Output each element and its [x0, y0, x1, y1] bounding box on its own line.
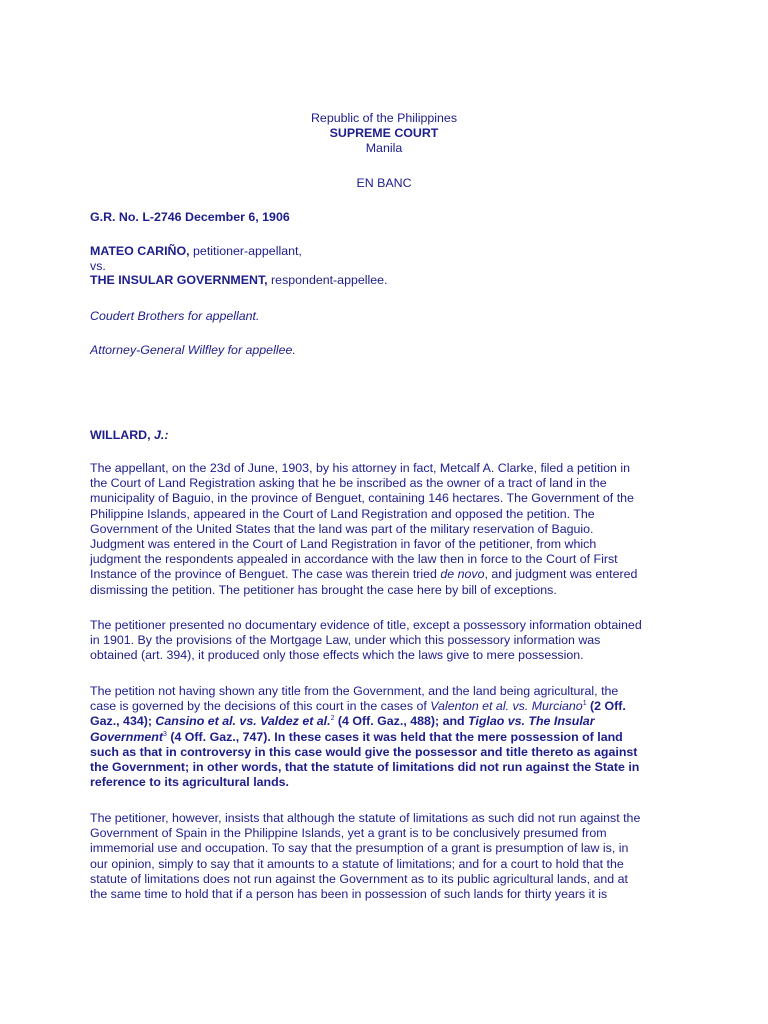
paragraph-line: The petitioner, however, insists that although the statute of limitations as such did not run against the [90, 811, 641, 825]
paragraph-line: municipality of Baguio, in the province of Benguet, containing 146 hectares. The Government of the [90, 491, 634, 506]
de-novo-term: de novo [440, 567, 485, 582]
case-citation: Valenton et al. vs. Murciano [430, 699, 583, 714]
petitioner-role: petitioner-appellant, [189, 244, 302, 258]
counsel-appellant: Coudert Brothers for appellant. [90, 309, 260, 323]
paragraph-line [90, 730, 682, 745]
versus-line: vs. [90, 259, 106, 273]
republic-line: Republic of the Philippines [310, 111, 458, 125]
paragraph-line: our opinion, simply to say that it amounts to a statute of limitations; and for a court to hold that the [90, 856, 624, 871]
respondent-role: respondent-appellee. [267, 273, 388, 287]
paragraph-line [90, 714, 682, 729]
paragraph-line: dismissing the petition. The petitioner has brought the case here by bill of exceptions. [90, 582, 557, 597]
ponente-name: WILLARD, [90, 428, 155, 442]
paragraph-line: immemorial use and occupation. To say that the presumption of a grant is presumption of law is, in [90, 841, 629, 856]
line-text: , and judgment was entered [484, 567, 638, 582]
opinion-paragraph-1 [90, 461, 682, 598]
citation-text: (4 Off. Gaz., 747). In these cases it was held that the mere possession of land [166, 729, 623, 744]
division-label: EN BANC [356, 176, 412, 190]
paragraph-line: obtained (art. 394), it produced only those effects which the laws give to mere possession. [90, 648, 584, 663]
counsel-appellee: Attorney-General Wilfley for appellee. [90, 343, 296, 357]
line-text: Instance of the province of Benguet. The case was therein tried [90, 567, 441, 582]
citation-text: (2 Off. [586, 699, 626, 714]
paragraph-line: The petitioner presented no documentary evidence of title, except a possessory information obtained [90, 618, 642, 632]
citation-text: (4 Off. Gaz., 488); and [334, 714, 469, 729]
opinion-paragraph-2 [90, 618, 682, 664]
paragraph-line: statute of limitations does not run against the Government as to its public agricultural lands, and at [90, 871, 628, 886]
paragraph-line [90, 567, 682, 582]
court-header [0, 111, 768, 156]
respondent-name: THE INSULAR GOVERNMENT, [90, 273, 268, 287]
opinion-paragraph-3 [90, 684, 682, 790]
petitioner-line [90, 244, 682, 260]
paragraph-line [90, 699, 682, 714]
paragraph-line: in 1901. By the provisions of the Mortgage Law, under which this possessory information was [90, 633, 601, 648]
paragraph-line: Judgment was entered in the Court of Land Registration in favor of the petitioner, from which [90, 536, 597, 551]
case-citation: Tiglao vs. The Insular [468, 714, 595, 729]
ponente-title: J.: [154, 428, 169, 442]
parties-block [90, 244, 682, 289]
case-citation: Cansino et al. vs. Valdez et al. [155, 714, 331, 729]
petitioner-name: MATEO CARIÑO, [90, 244, 190, 258]
footnote-ref[interactable]: 1 [582, 700, 587, 708]
division-block [0, 176, 768, 191]
paragraph-line: the Government; in other words, that the statute of limitations did not run against the State in [90, 759, 640, 774]
paragraph-line: Government of the United States that the land was part of the military reservation of Baguio. [90, 521, 594, 536]
paragraph-line: the Court of Land Registration asking that he be inscribed as the owner of a tract of land in the [90, 476, 607, 491]
footnote-ref[interactable]: 3 [162, 730, 167, 738]
paragraph-line: The petition not having shown any title from the Government, and the land being agricultural, the [90, 684, 619, 698]
case-number: G.R. No. L-2746 December 6, 1906 [90, 210, 290, 224]
paragraph-line: The appellant, on the 23d of June, 1903, by his attorney in fact, Metcalf A. Clarke, filed a petition in [90, 461, 631, 475]
court-name: SUPREME COURT [329, 126, 439, 140]
paragraph-line: the same time to hold that if a person has been in possession of such lands for thirty years it is [90, 886, 608, 901]
paragraph-line: Government of Spain in the Philippine Islands, yet a grant is to be conclusively presumed from [90, 826, 607, 841]
line-text: case is governed by the decisions of this court in the cases of [90, 699, 431, 714]
citation-text: Gaz., 434); [90, 714, 156, 729]
respondent-line [90, 273, 682, 289]
city-line: Manila [365, 141, 403, 155]
ponente [90, 428, 682, 443]
paragraph-line: reference to its agricultural lands. [90, 775, 290, 790]
paragraph-line: judgment the respondents appealed in accordance with the law then in force to the Court of First [90, 552, 618, 567]
footnote-ref[interactable]: 2 [330, 715, 335, 723]
opinion-paragraph-4 [90, 811, 682, 902]
paragraph-line: Philippine Islands, appeared in the Court of Land Registration and opposed the petition. The [90, 506, 595, 521]
paragraph-line: such as that in controversy in this case would give the possessor and title thereto as against [90, 744, 638, 759]
case-citation: Government [90, 729, 163, 744]
